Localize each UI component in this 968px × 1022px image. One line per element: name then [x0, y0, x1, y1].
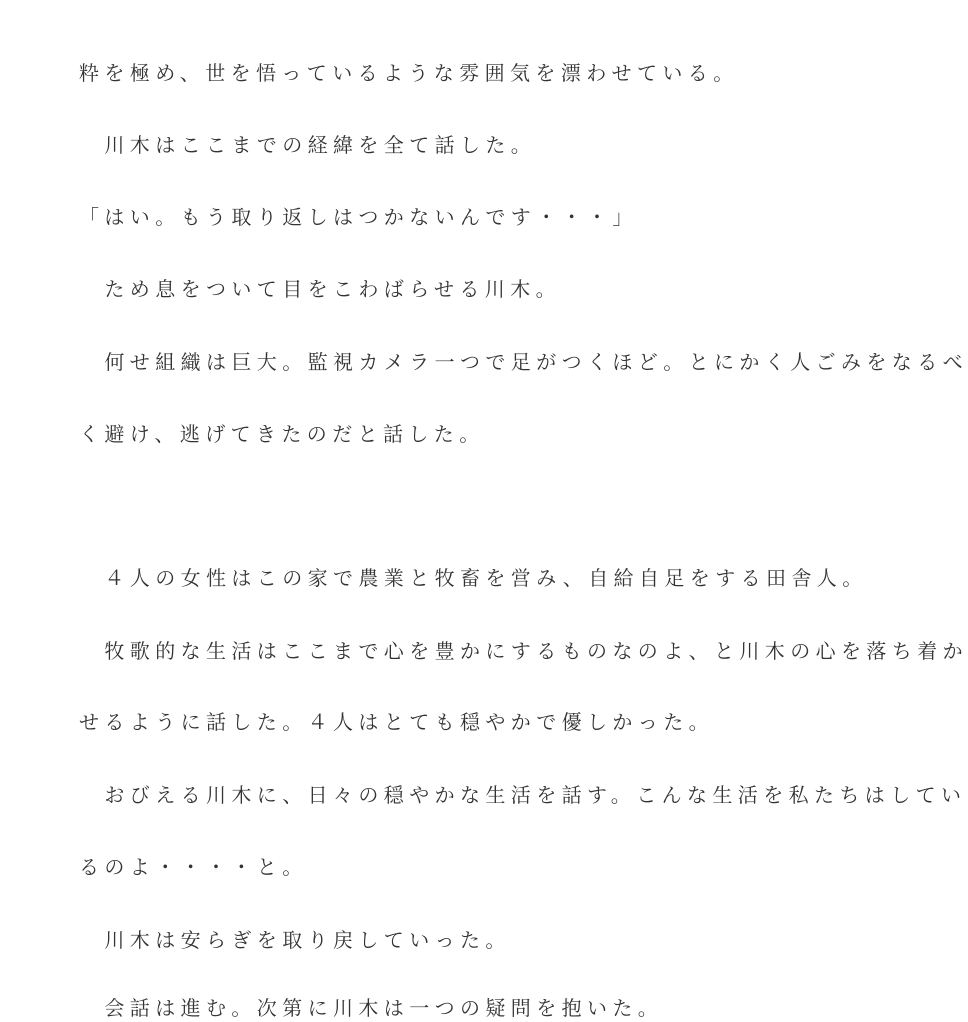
text-line: おびえる川木に、日々の穏やかな生活を話す。こんな生活を私たちはしてい [79, 783, 967, 807]
text-line: せるように話した。４人はとても穏やかで優しかった。 [79, 710, 714, 734]
text-line: 牧歌的な生活はここまで心を豊かにするものなのよ、と川木の心を落ち着か [79, 639, 968, 663]
text-line: ため息をついて目をこわばらせる川木。 [79, 277, 561, 301]
text-line: 粋を極め、世を悟っているような雰囲気を漂わせている。 [79, 61, 739, 85]
text-line: 会話は進む。次第に川木は一つの疑問を抱いた。 [79, 996, 664, 1020]
text-line: く避け、逃げてきたのだと話した。 [79, 422, 485, 446]
text-line: 川木はここまでの経緯を全て話した。 [79, 133, 537, 157]
text-line: るのよ・・・・と。 [79, 855, 308, 879]
text-line: 川木は安らぎを取り戻していった。 [79, 928, 511, 952]
text-line: 「はい。もう取り返しはつかないんです・・・」 [79, 205, 638, 229]
text-line: ４人の女性はこの家で農業と牧畜を営み、自給自足をする田舎人。 [79, 566, 868, 590]
text-line: 何せ組織は巨大。監視カメラ一つで足がつくほど。とにかく人ごみをなるべ [79, 350, 968, 374]
